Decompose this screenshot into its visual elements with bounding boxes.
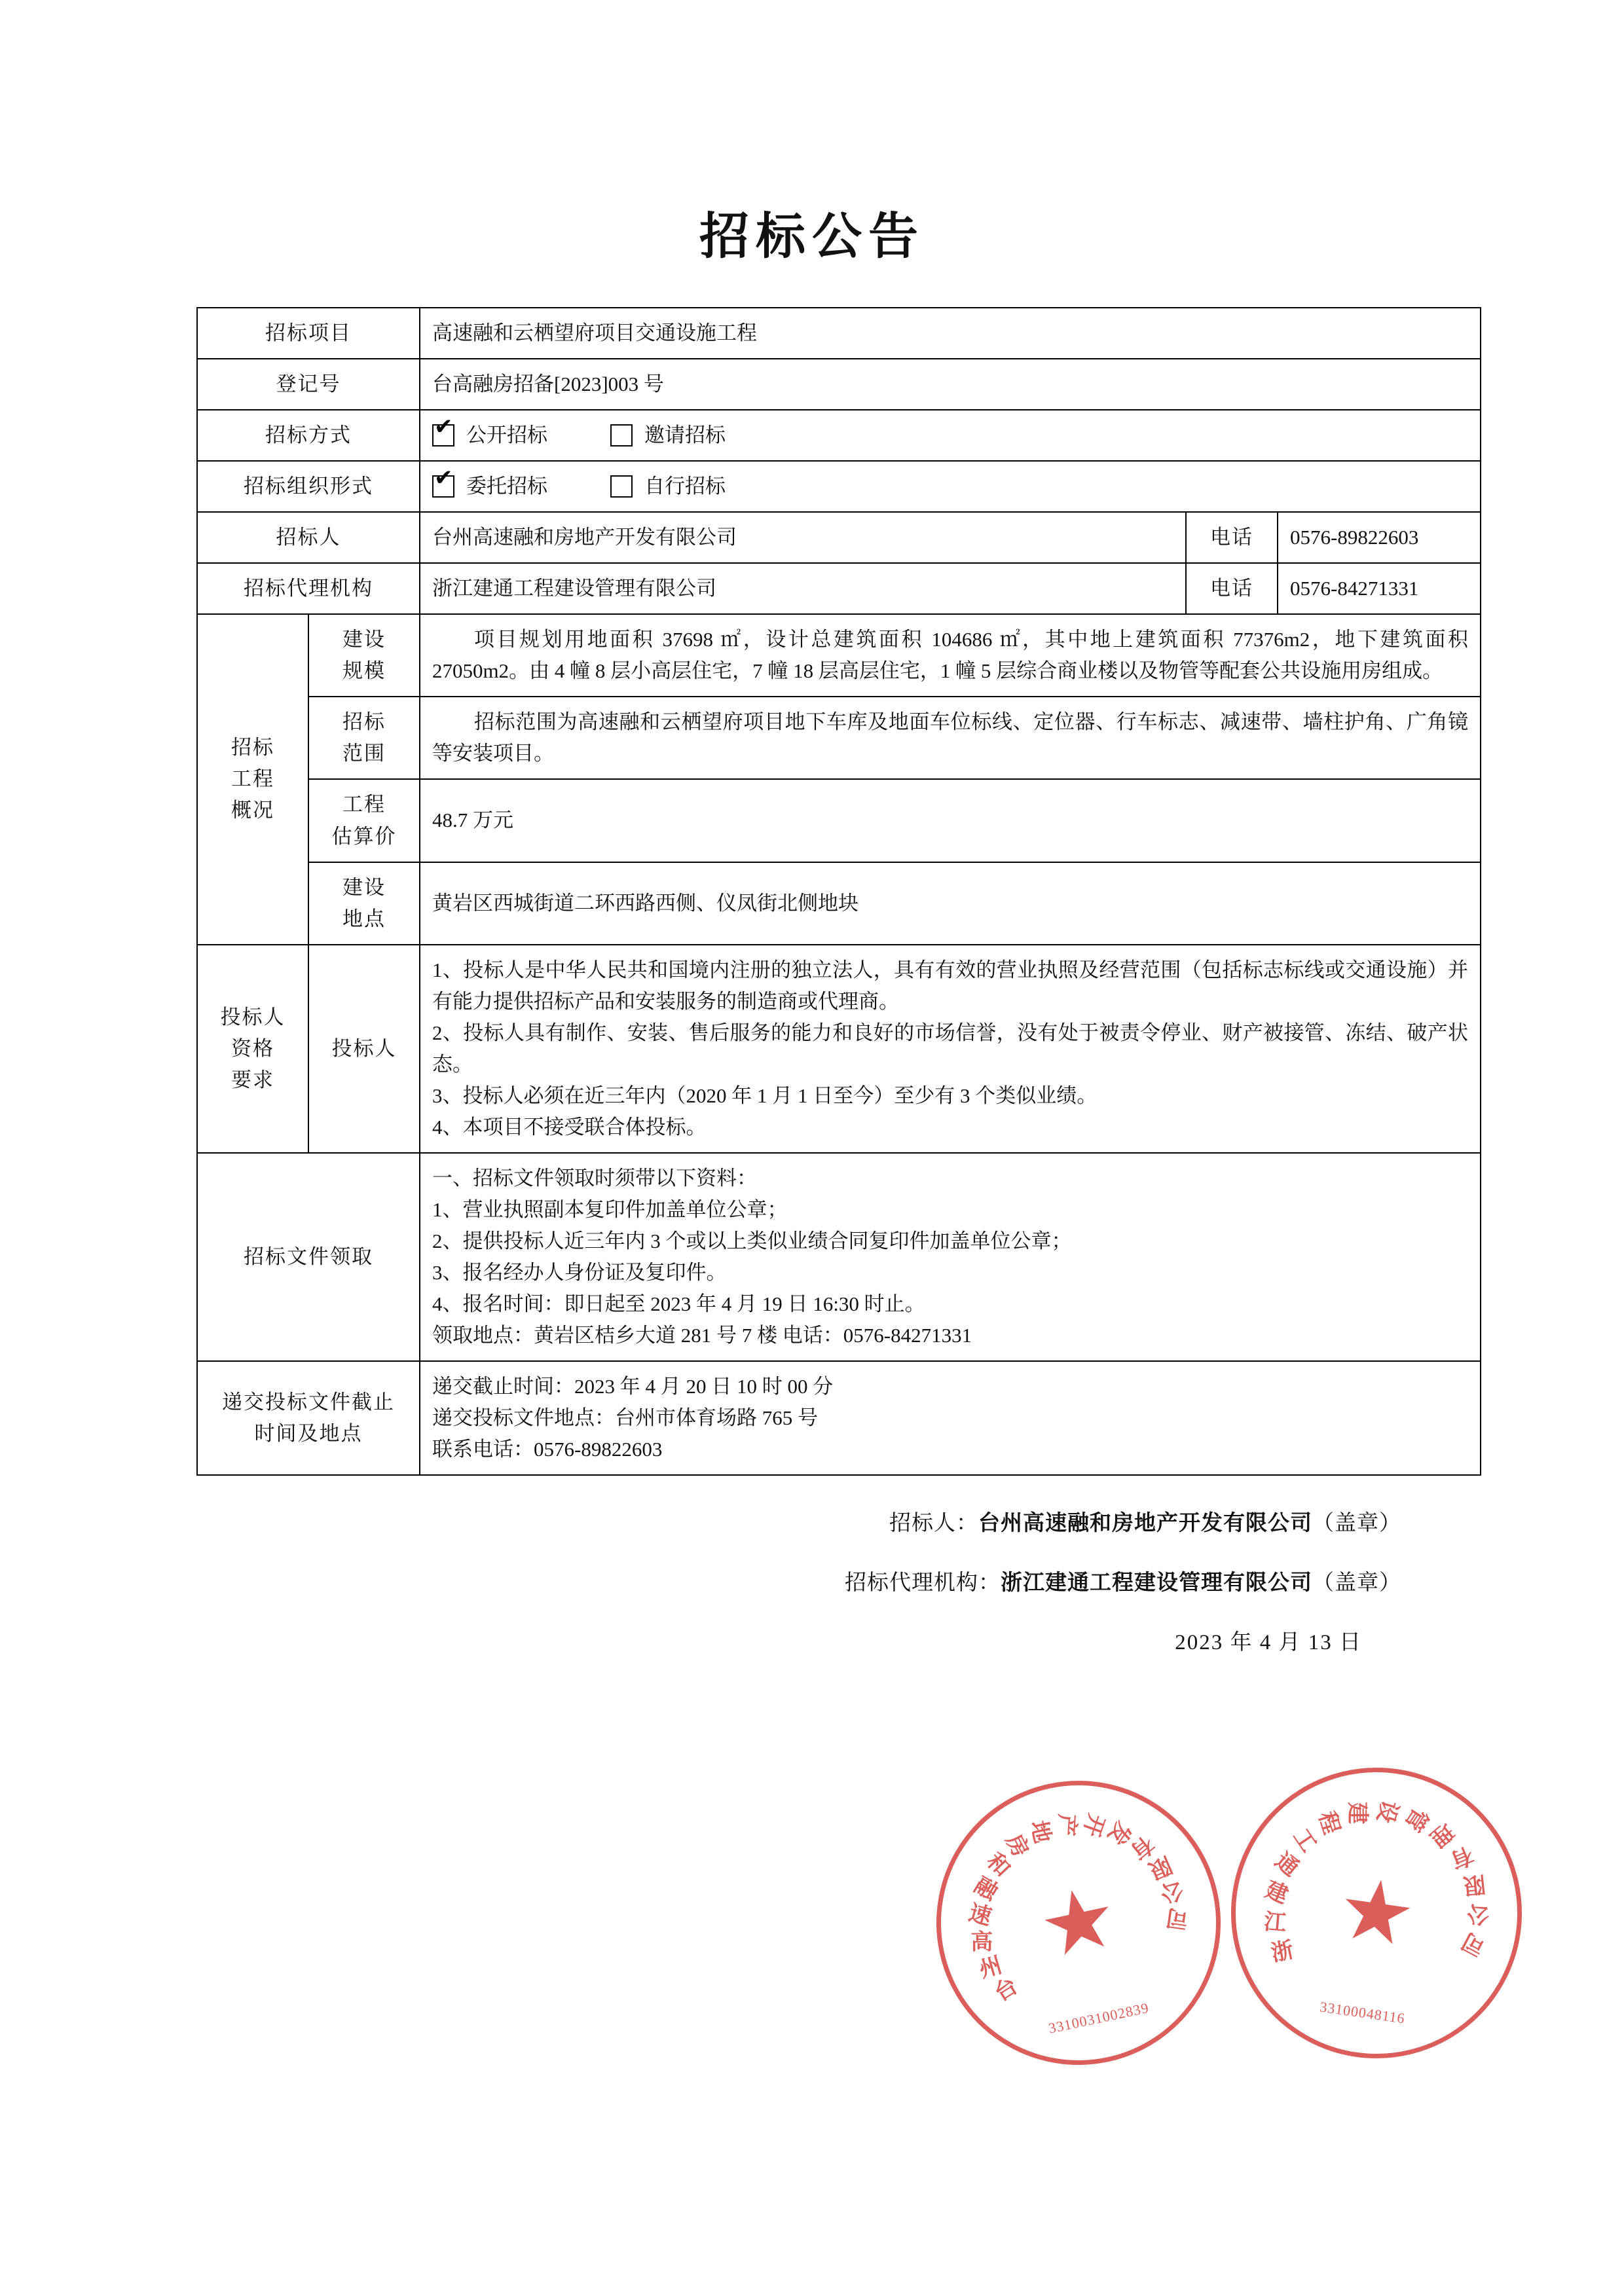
table-row-documents [197,1153,1481,1361]
docs-item-2: 1、营业执照副本复印件加盖单位公章； [432,1197,788,1221]
qual-item-4: 4、本项目不接受联合体投标。 [432,1115,707,1139]
row-label-scale [308,614,420,697]
table-row-scope [197,697,1481,779]
seal-star-icon: ★ [1332,1861,1421,1965]
row-label-site [308,862,420,945]
signature-tenderer-suffix: （盖章） [1312,1512,1401,1536]
qual-item-2: 2、投标人具有制作、安装、售后服务的能力和良好的市场信誉，没有处于被责令停业、财产被接管、冻结、破产状态。 [432,1021,1468,1076]
checkbox-checked-icon[interactable] [432,475,454,498]
row-label-qualification [197,945,308,1153]
table-row-tenderer [197,512,1481,563]
table-row-qualification [197,945,1481,1153]
qual-label-line-1: 投标人 [220,1005,286,1029]
signature-tenderer [196,1506,1480,1537]
row-label-method: 招标方式 [197,410,420,461]
seal-ring-text-agency: 浙 江 建 通 工 程 建 设 管 理 有 限 公 司 [1261,1797,1492,1967]
submit-label-line-1: 递交投标文件截止 [222,1391,395,1414]
row-value-site: 黄岩区西城街道二环西路西侧、仪凤街北侧地块 [420,862,1481,945]
scale-label-line-1: 建设 [342,628,386,651]
submit-item-1: 递交截止时间：2023 年 4 月 20 日 10 时 00 分 [432,1375,834,1398]
overview-label-line-1: 招标 [231,736,274,759]
row-label-registration: 登记号 [197,359,420,410]
row-label-submission [197,1361,420,1475]
scope-label-line-2: 范围 [342,742,386,765]
row-value-registration: 台高融房招备[2023]003 号 [420,359,1481,410]
row-value-tenderer-phone: 0576-89822603 [1278,512,1481,563]
table-row-agency [197,563,1481,614]
site-label-line-2: 地点 [342,907,386,930]
checkbox-label-entrusted: 委托招标 [466,475,547,498]
submit-item-2: 递交投标文件地点：台州市体育场路 765 号 [432,1406,818,1430]
scale-text: 项目规划用地面积 37698 ㎡，设计总建筑面积 104686 ㎡，其中地上建筑面积 77376m2，地下建筑面积 27050m2。由 4 幢 8 层小高层住宅，7 幢 18 层高层住宅，1 幢 5 层综合商业楼以及物管等配套公共设施用房组成。 [432,628,1468,683]
row-value-scope [420,697,1481,779]
docs-item-5: 4、报名时间：即日起至 2023 年 4 月 19 日 16:30 时止。 [432,1292,925,1316]
page-title: 招标公告 [699,210,925,264]
row-value-tenderer: 台州高速融和房地产开发有限公司 [420,512,1186,563]
docs-item-6: 领取地点：黄岩区桔乡大道 281 号 7 楼 电话：0576-84271331 [432,1324,972,1347]
row-label-scope [308,697,420,779]
qual-label-line-3: 要求 [231,1068,274,1091]
docs-item-1: 一、招标文件领取时须带以下资料： [432,1166,757,1190]
row-label-tenderer-phone: 电话 [1186,512,1278,563]
scope-label-line-1: 招标 [342,710,386,734]
row-value-method [420,410,1481,461]
row-label-organization: 招标组织形式 [197,461,420,512]
table-row-organization [197,461,1481,512]
row-value-organization [420,461,1481,512]
table-row-registration [197,359,1481,410]
checkbox-checked-icon[interactable] [432,424,454,446]
submit-label-line-2: 时间及地点 [254,1422,363,1446]
signature-date: 2023 年 4 月 13 日 [1175,1631,1362,1655]
table-row-project [197,308,1481,359]
qual-item-1: 1、投标人是中华人民共和国境内注册的独立法人，具有有效的营业执照及经营范围（包括标志标线或交通设施）并有能力提供招标产品和安装服务的制造商或代理商。 [432,958,1468,1013]
estimate-label-line-1: 工程 [342,793,386,816]
signature-tenderer-prefix: 招标人： [889,1512,978,1536]
seal-star-icon: ★ [1031,1868,1126,1977]
checkbox-label-self: 自行招标 [644,475,726,498]
row-label-overview [197,614,308,944]
company-seal-tenderer [910,1755,1247,2092]
checkbox-label-invited: 邀请招标 [644,424,726,447]
row-value-qualification [420,945,1481,1153]
qual-label-line-2: 资格 [231,1036,274,1060]
checkbox-label-public: 公开招标 [466,424,547,447]
row-sublabel-qualification: 投标人 [308,945,420,1153]
signature-agency-prefix: 招标代理机构： [845,1571,1001,1595]
docs-item-4: 3、报名经办人身份证及复印件。 [432,1261,727,1285]
scope-text: 招标范围为高速融和云栖望府项目地下车库及地面车位标线、定位器、行车标志、减速带、墙柱护角、广角镜等安装项目。 [432,710,1468,765]
checkbox-option-entrusted[interactable] [432,471,547,502]
table-row-method [197,410,1481,461]
row-value-documents [420,1153,1481,1361]
checkbox-option-invited[interactable] [610,420,726,451]
table-row-site [197,862,1481,945]
checkbox-empty-icon[interactable] [610,424,633,446]
overview-label-line-3: 概况 [231,799,274,822]
estimate-label-line-2: 估算价 [331,824,397,848]
row-label-documents: 招标文件领取 [197,1153,420,1361]
seal-code-agency: 33100048116 [1318,1998,1407,2027]
signature-agency-name: 浙江建通工程建设管理有限公司 [1001,1571,1312,1595]
seal-ring-text-tenderer: 台 州 高 速 融 和 房 地 产 开 发 有 限 公 司 [966,1810,1190,2007]
row-value-scale [420,614,1481,697]
overview-label-line-2: 工程 [231,767,274,791]
row-label-agency: 招标代理机构 [197,563,420,614]
company-seal-agency [1212,1749,1540,2077]
table-row-submission [197,1361,1481,1475]
row-value-estimate: 48.7 万元 [420,779,1481,862]
announcement-table [196,307,1481,1476]
row-label-agency-phone: 电话 [1186,563,1278,614]
site-label-line-1: 建设 [342,875,386,899]
submit-item-3: 联系电话：0576-89822603 [432,1438,663,1461]
checkbox-option-self[interactable] [610,471,726,502]
row-label-project: 招标项目 [197,308,420,359]
signature-agency-suffix: （盖章） [1312,1571,1401,1595]
checkbox-empty-icon[interactable] [610,475,633,498]
docs-item-3: 2、提供投标人近三年内 3 个或以上类似业绩合同复印件加盖单位公章； [432,1230,1072,1253]
row-label-estimate [308,779,420,862]
seal-code-tenderer: 3310031002839 [1046,1999,1151,2037]
row-value-project: 高速融和云栖望府项目交通设施工程 [420,308,1481,359]
qual-item-3: 3、投标人必须在近三年内（2020 年 1 月 1 日至今）至少有 3 个类似业绩。 [432,1084,1098,1107]
row-value-submission [420,1361,1481,1475]
row-value-agency: 浙江建通工程建设管理有限公司 [420,563,1186,614]
signature-agency [196,1565,1480,1596]
row-label-tenderer: 招标人 [197,512,420,563]
scale-label-line-2: 规模 [342,659,386,683]
table-row-estimate [197,779,1481,862]
row-value-agency-phone: 0576-84271331 [1278,563,1481,614]
signature-block [196,1506,1480,1656]
table-row-scale [197,614,1481,697]
checkbox-option-public[interactable] [432,420,547,451]
signature-tenderer-name: 台州高速融和房地产开发有限公司 [978,1512,1312,1536]
